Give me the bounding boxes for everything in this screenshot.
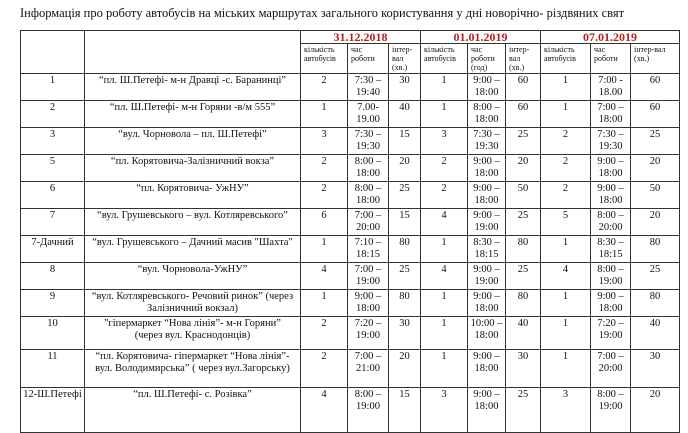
table-row	[21, 350, 680, 388]
bus-count: 4	[541, 263, 591, 290]
route-number: 12-Ш.Петефі	[21, 388, 85, 433]
work-hours: 7:30 – 19:30	[348, 128, 389, 155]
interval: 25	[389, 182, 421, 209]
interval-header: інтер-вал (хв.)	[506, 44, 541, 74]
bus-count: 2	[541, 155, 591, 182]
interval: 60	[506, 74, 541, 101]
route-number: 6	[21, 182, 85, 209]
bus-count: 2	[541, 182, 591, 209]
table-row	[21, 388, 680, 433]
work-hours: 8:00 – 19:00	[348, 388, 389, 433]
work-hours: 9:00 – 19:00	[468, 263, 506, 290]
interval: 20	[631, 209, 680, 236]
interval: 25	[506, 209, 541, 236]
work-hours: 9:00 – 18:00	[468, 388, 506, 433]
bus-count: 1	[541, 74, 591, 101]
interval: 25	[506, 263, 541, 290]
table-row	[21, 155, 680, 182]
work-hours: 9:00 – 19:00	[468, 209, 506, 236]
interval: 20	[631, 155, 680, 182]
interval: 25	[389, 263, 421, 290]
date-header: 01.01.2019	[421, 31, 541, 44]
table-row	[21, 182, 680, 209]
bus-count: 4	[421, 209, 468, 236]
route-name-header	[85, 31, 301, 74]
bus-count: 4	[301, 263, 348, 290]
work-hours: 7:20 – 19:00	[591, 317, 631, 350]
bus-count: 2	[421, 182, 468, 209]
work-hours: 8:00 – 20:00	[591, 209, 631, 236]
route-number-header	[21, 31, 85, 74]
interval: 80	[506, 236, 541, 263]
work-hours: 8:30 – 18:15	[591, 236, 631, 263]
work-hours: 9:00 – 18:00	[468, 350, 506, 388]
bus-count: 2	[301, 350, 348, 388]
bus-schedule-table	[20, 30, 680, 433]
interval: 25	[506, 388, 541, 433]
table-row	[21, 263, 680, 290]
bus-count: 2	[301, 74, 348, 101]
work-hours: 7:00 - 18.00	[591, 74, 631, 101]
bus-count: 5	[541, 209, 591, 236]
work-hours: 9:00 – 18:00	[468, 74, 506, 101]
route-name: “вул. Чорновола-УжНУ”	[85, 263, 301, 290]
interval: 80	[506, 290, 541, 317]
bus-count: 1	[421, 350, 468, 388]
route-number: 10	[21, 317, 85, 350]
interval: 60	[631, 101, 680, 128]
interval: 15	[389, 128, 421, 155]
bus-count: 1	[421, 236, 468, 263]
bus-count: 1	[541, 101, 591, 128]
document-title: Інформація про роботу автобусів на міських маршрутах загального користування у дні новорічно- різдвяних свят	[20, 6, 625, 20]
route-number: 7-Дачний	[21, 236, 85, 263]
work-hours: 7:30 – 19:30	[591, 128, 631, 155]
table-row	[21, 290, 680, 317]
bus-count: 4	[421, 263, 468, 290]
bus-count: 3	[301, 128, 348, 155]
bus-count: 1	[541, 236, 591, 263]
bus-count: 1	[301, 236, 348, 263]
interval: 40	[389, 101, 421, 128]
bus-count: 3	[421, 128, 468, 155]
bus-count-header: кількість автобусів	[301, 44, 348, 74]
interval: 30	[389, 74, 421, 101]
interval: 20	[631, 388, 680, 433]
interval-header: інтер-вал (хв.)	[631, 44, 680, 74]
work-hours: 8:00 – 18:00	[468, 101, 506, 128]
interval: 60	[631, 74, 680, 101]
table-row	[21, 236, 680, 263]
bus-count: 3	[541, 388, 591, 433]
bus-count: 1	[541, 317, 591, 350]
work-hours: 8:00 – 18:00	[348, 155, 389, 182]
work-hours: 7:30 – 19:40	[348, 74, 389, 101]
route-number: 11	[21, 350, 85, 388]
bus-count: 1	[421, 317, 468, 350]
work-hours: 9:00 – 18:00	[591, 290, 631, 317]
route-name: “пл. Корятовича- УжНУ”	[85, 182, 301, 209]
work-hours: 7:00 – 20:00	[591, 350, 631, 388]
interval-header: інтер-вал (хв.)	[389, 44, 421, 74]
work-hours: 9:00 – 18:00	[591, 182, 631, 209]
work-hours: 9:00 – 18:00	[468, 155, 506, 182]
date-header: 07.01.2019	[541, 31, 680, 44]
interval: 30	[506, 350, 541, 388]
interval: 20	[389, 155, 421, 182]
interval: 50	[631, 182, 680, 209]
bus-count: 1	[301, 290, 348, 317]
work-hours: 9:00 – 18:00	[591, 155, 631, 182]
interval: 80	[389, 290, 421, 317]
work-hours: 7:00 – 18:00	[591, 101, 631, 128]
interval: 20	[389, 350, 421, 388]
route-number: 2	[21, 101, 85, 128]
route-name: “вул. Грушевського – вул. Котляревського”	[85, 209, 301, 236]
route-number: 7	[21, 209, 85, 236]
work-hours-header: час роботи	[348, 44, 389, 74]
work-hours: 8:30 – 18:15	[468, 236, 506, 263]
table-row	[21, 101, 680, 128]
interval: 60	[506, 101, 541, 128]
work-hours: 7.00- 19.00	[348, 101, 389, 128]
work-hours: 10:00 – 18:00	[468, 317, 506, 350]
bus-count: 1	[421, 74, 468, 101]
bus-count: 6	[301, 209, 348, 236]
work-hours: 7:20 – 19:00	[348, 317, 389, 350]
route-name: “пл. Корятовича-Залізничний вокза”	[85, 155, 301, 182]
table-row	[21, 317, 680, 350]
interval: 25	[631, 263, 680, 290]
bus-count: 1	[421, 290, 468, 317]
interval: 80	[631, 290, 680, 317]
work-hours: 7:00 – 21:00	[348, 350, 389, 388]
table-row	[21, 74, 680, 101]
bus-count: 2	[301, 317, 348, 350]
work-hours-header: час роботи	[591, 44, 631, 74]
work-hours: 9:00 – 18:00	[468, 290, 506, 317]
interval: 40	[631, 317, 680, 350]
bus-count: 2	[301, 155, 348, 182]
route-name: “пл. Ш.Петефі- м-н Горяни -в/м 555”	[85, 101, 301, 128]
route-name: “пл. Ш.Петефі- с. Розівка”	[85, 388, 301, 433]
work-hours: 7:00 – 20:00	[348, 209, 389, 236]
route-name: “вул. Чорновола – пл. Ш.Петефі”	[85, 128, 301, 155]
work-hours: 8:00 – 18:00	[348, 182, 389, 209]
interval: 25	[506, 128, 541, 155]
interval: 80	[389, 236, 421, 263]
bus-count: 1	[541, 290, 591, 317]
route-name: “пл. Ш.Петефі- м-н Дравці -с. Баранинці”	[85, 74, 301, 101]
bus-count: 1	[421, 101, 468, 128]
route-number: 5	[21, 155, 85, 182]
route-number: 1	[21, 74, 85, 101]
route-number: 8	[21, 263, 85, 290]
route-name: “пл. Корятовича- гіпермаркет “Нова лінія”- вул. Володимирська” ( через вул.Загорську)	[85, 350, 301, 388]
route-name: “вул. Котляревського- Речовий ринок” (через Залізничний вокзал)	[85, 290, 301, 317]
bus-count-header: кількість автобусів	[541, 44, 591, 74]
interval: 15	[389, 388, 421, 433]
interval: 20	[506, 155, 541, 182]
interval: 80	[631, 236, 680, 263]
bus-count: 2	[541, 128, 591, 155]
interval: 30	[389, 317, 421, 350]
route-name: “вул. Грушевського – Дачний масив "Шахта"	[85, 236, 301, 263]
table-row	[21, 209, 680, 236]
interval: 15	[389, 209, 421, 236]
date-header: 31.12.2018	[301, 31, 421, 44]
interval: 40	[506, 317, 541, 350]
interval: 30	[631, 350, 680, 388]
bus-count: 4	[301, 388, 348, 433]
route-number: 3	[21, 128, 85, 155]
work-hours: 8:00 – 19:00	[591, 388, 631, 433]
interval: 50	[506, 182, 541, 209]
table-row	[21, 128, 680, 155]
work-hours: 7:30 – 19:30	[468, 128, 506, 155]
work-hours: 9:00 – 18:00	[468, 182, 506, 209]
bus-count: 2	[301, 182, 348, 209]
bus-count: 3	[421, 388, 468, 433]
route-number: 9	[21, 290, 85, 317]
interval: 25	[631, 128, 680, 155]
work-hours: 8:00 – 19:00	[591, 263, 631, 290]
bus-count-header: кількість автобусів	[421, 44, 468, 74]
work-hours: 7:00 – 19:00	[348, 263, 389, 290]
route-name: "гіпермаркет “Нова лінія”- м-н Горяни” (через вул. Краснодонців)	[85, 317, 301, 350]
bus-count: 2	[421, 155, 468, 182]
work-hours: 9:00 – 18:00	[348, 290, 389, 317]
work-hours: 7:10 – 18:15	[348, 236, 389, 263]
bus-count: 1	[541, 350, 591, 388]
bus-count: 1	[301, 101, 348, 128]
work-hours-header: час роботи (год)	[468, 44, 506, 74]
